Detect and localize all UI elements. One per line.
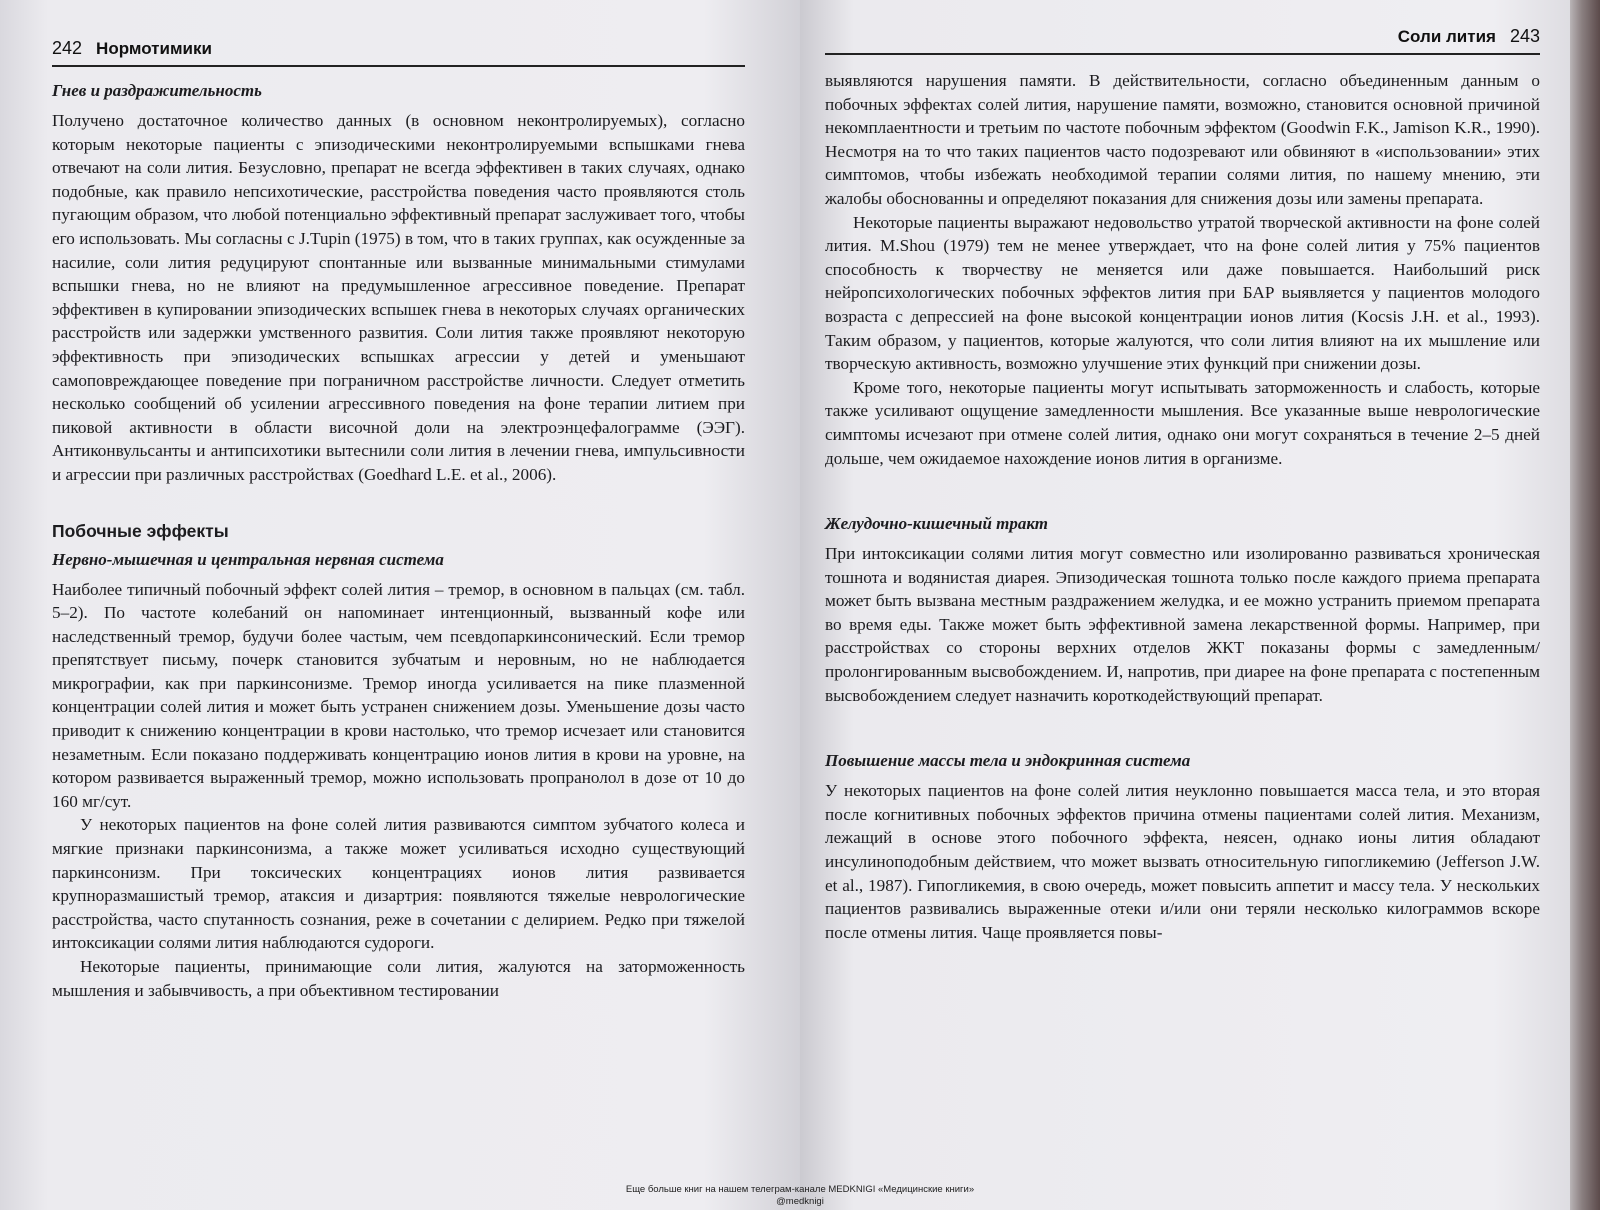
heading-weight-endocrine: Повышение массы тела и эндокринная система: [825, 751, 1191, 771]
heading-gi-tract: Желудочно-кишечный тракт: [825, 514, 1048, 534]
footer-watermark: [0, 1184, 1600, 1210]
paragraph: У некоторых пациентов на фоне солей лития развиваются симптом зубчатого колеса и мягкие признаки паркинсонизма, а также может усиливаться исходно существующий паркинсонизм. При токсических концентрациях ионов лития развивается крупноразмашистый тремор, атаксия и дизартрия: появляются тяжелые неврологические расстройства, часто спутанность сознания, реже в сочетании с делирием. Редко при тяжелой интоксикации солями лития наблюдаются судороги.: [52, 815, 745, 953]
heading-anger: Гнев и раздражительность: [52, 81, 262, 100]
paragraph: Некоторые пациенты, принимающие соли лития, жалуются на заторможенность мышления и забывчивость, а при объективном тестировании: [52, 957, 745, 1000]
paragraph: Наиболее типичный побочный эффект солей лития – тремор, в основном в пальцах (см. табл. 5–2). По частоте колебаний он напоминает интенционный, вызванный кофе или наследственный тремор, будучи более частым, чем псевдопаркинсонический. Если тремор препятствует письму, почерк становится зубчатым и неровным, но не наблюдается микрографии, как при паркинсонизме. Тремор иногда усиливается на пике плазменной концентрации солей лития и может быть устранен снижением дозы. Уменьшение дозы часто приводит к снижению концентрации в крови настолько, что тремор исчезает или становится незаметным. Если показано поддерживать концентрацию ионов лития в крови на уровне, на котором развивается выраженный тремор, можно использовать пропранолол в дозе от 10 до 160 мг/сут.: [52, 579, 745, 811]
heading-neuromuscular: Нервно-мышечная и центральная нервная система: [52, 549, 444, 569]
footer-line: Еще больше книг на нашем телеграм-канале MEDKNIGI «Медицинские книги»: [625, 1184, 975, 1195]
running-title-left: Нормотимики: [96, 39, 212, 58]
footer-handle: @medknigi: [776, 1196, 824, 1207]
right-page: [800, 0, 1570, 1210]
page-number-right: 243: [1509, 26, 1540, 46]
running-header-right: [825, 26, 1540, 55]
running-header-left: [52, 38, 745, 67]
paragraph: Некоторые пациенты выражают недовольство утратой творческой активности на фоне солей лития. M.Shou (1979) тем не менее утверждает, что на фоне солей лития у 75% пациентов способность к творчеству не меняется или даже повышается. Наибольший риск нейропсихологических побочных эффектов лития при БАР выявляется у пациентов молодого возраста с депрессией на фоне высокой концентрации ионов лития (Kocsis J.H. et al., 1993). Таким образом, у пациентов, которые жалуются, что соли лития влияют на их мышление или творческую активность, возможно улучшение этих функций при снижении дозы.: [825, 212, 1540, 374]
running-title-right: Соли лития: [1397, 27, 1496, 46]
book-edge: [1570, 0, 1600, 1210]
paragraph: При интоксикации солями лития могут совместно или изолированно развиваться хроническая тошнота и водянистая диарея. Эпизодическая тошнота только после каждого приема препарата может быть вызвана местным раздражением желудка, и ее можно устранить приемом препарата во время еды. Также может быть эффективной замена лекарственной формы. Например, при расстройствах со стороны верхних отделов ЖКТ показаны формы с замедленным/пролонгированным высвобождением. И, напротив, при диарее на фоне препарата с постепенным высвобождением следует назначить короткодействующий препарат.: [825, 544, 1540, 705]
section-title-side-effects: Побочные эффекты: [52, 520, 229, 541]
page-number-left: 242: [52, 38, 83, 58]
paragraph: выявляются нарушения памяти. В действительности, согласно объединенным данным о побочных эффектах солей лития, нарушение памяти, возможно, становится основной причиной некомплаентности и третьим по частоте побочным эффектом (Goodwin F.K., Jamison K.R., 1990). Несмотря на то что таких пациентов часто подозревают или обвиняют в «использовании» этих симптомов, чтобы избежать необходимой терапии солями лития, по нашему мнению, эти жалобы обоснованны и определяют показания для снижения дозы или замены препарата.: [825, 71, 1540, 208]
paragraph: Кроме того, некоторые пациенты могут испытывать заторможенность и слабость, которые также усиливают ощущение замедленности мышления. Все указанные выше неврологические симптомы исчезают при отмене солей лития, однако они могут сохраняться в течение 2–5 дней дольше, чем ожидаемое нахождение ионов лития в организме.: [825, 377, 1540, 468]
paragraph: У некоторых пациентов на фоне солей лития неуклонно повышается масса тела, и это вторая после когнитивных побочных эффектов причина отмены пациентами солей лития. Механизм, лежащий в основе этого побочного эффекта, неясен, однако ионы лития обладают инсулиноподобным действием, что может вызвать относительную гипогликемию (Jefferson J.W. et al., 1987). Гипогликемия, в свою очередь, может повысить аппетит и массу тела. У нескольких пациентов развивались выраженные отеки и/или они теряли несколько килограммов вскоре после отмены лития. Чаще проявляется повы-: [825, 781, 1540, 942]
paragraph: Получено достаточное количество данных (в основном неконтролируемых), согласно которым некоторые пациенты с эпизодическими неконтролируемыми вспышками гнева отвечают на соли лития. Безусловно, препарат не всегда эффективен в таких случаях, однако подобные, как правило непсихотические, расстройства поведения часто проявляются столь пугающим образом, что любой потенциально эффективный препарат заслуживает того, чтобы его использовать. Мы согласны с J.Tupin (1975) в том, что в таких группах, как осужденные за насилие, соли лития редуцируют спонтанные или вызванные минимальными стимулами вспышки гнева, но не влияют на предумышленное агрессивное поведение. Препарат эффективен в купировании эпизодических вспышек гнева в некоторых случаях органических расстройств или задержки умственного развития. Соли лития также проявляют некоторую эффективность при эпизодических вспышках агрессии у детей и уменьшают самоповреждающее поведение при пограничном расстройстве личности. Следует отметить несколько сообщений об усилении агрессивного поведения на фоне терапии литием при пиковой активности в области височной доли на электроэнцефалограмме (ЭЭГ). Антиконвульсанты и антипсихотики вытеснили соли лития в лечении гнева, импульсивности и агрессии при различных расстройствах (Goedhard L.E. et al., 2006).: [52, 111, 745, 484]
